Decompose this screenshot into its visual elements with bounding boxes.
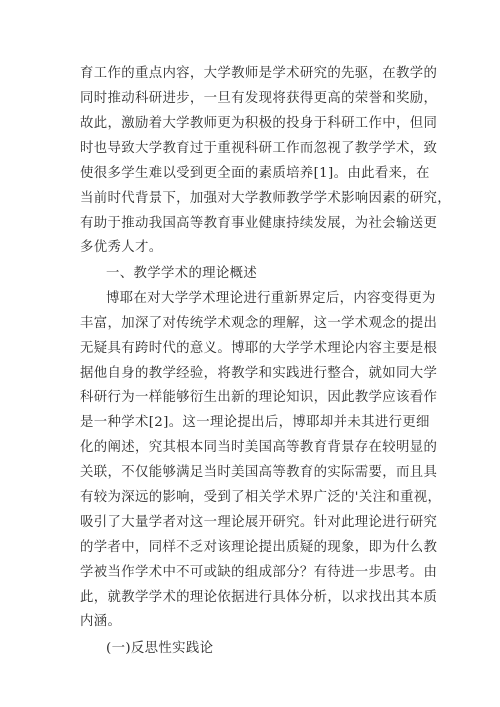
paragraph-line: 丰富，加深了对传统学术观念的理解，这一学术观念的提出: [80, 316, 438, 331]
paragraph-line: 关联，不仅能够满足当时美国高等教育的实际需要，而且具: [80, 465, 438, 480]
paragraph-line: 的学者中，同样不乏对该理论提出质疑的现象，即为什么教: [80, 540, 438, 555]
paragraph-line: 内涵。: [80, 614, 122, 629]
paragraph-line: 据他自身的教学经验，将教学和实践进行整合，就如同大学: [80, 366, 438, 381]
paragraph-line: 科研行为一样能够衍生出新的理论知识，因此教学应该看作: [80, 390, 438, 405]
paragraph-line: 博耶在对大学学术理论进行重新界定后，内容变得更为: [106, 291, 436, 306]
paragraph-line: 学被当作学术中不可或缺的组成部分？有待进一步思考。由: [80, 565, 438, 580]
section-heading: 一、教学学术的理论概述: [106, 266, 258, 281]
paragraph-line: 多优秀人才。: [80, 240, 163, 255]
paragraph-line: 有助于推动我国高等教育事业健康持续发展，为社会输送更: [80, 216, 438, 231]
paragraph-line: 当前时代背景下，加强对大学教师教学学术影响因素的研究，: [80, 191, 451, 206]
paragraph-line: 是一种学术[2]。这一理论提出后，博耶却并未其进行更细: [80, 415, 430, 430]
paragraph-line: 此，就教学学术的理论依据进行具体分析，以求找出其本质: [80, 590, 438, 605]
paragraph-line: 故此，激励着大学教师更为积极的投身于科研工作中，但同: [80, 116, 438, 131]
paragraph-line: 无疑具有跨时代的意义。博耶的大学学术理论内容主要是根: [80, 341, 438, 356]
paragraph-line: 同时推动科研进步，一旦有发现将获得更高的荣誉和奖励，: [80, 91, 438, 106]
paragraph-line: 育工作的重点内容，大学教师是学术研究的先驱，在教学的: [80, 66, 438, 81]
paragraph-line: 时也导致大学教育过于重视科研工作而忽视了教学学术，致: [80, 141, 438, 156]
paragraph-line: 有较为深远的影响，受到了相关学术界广泛的'关注和重视，: [80, 490, 442, 505]
paragraph-line: 吸引了大量学者对这一理论展开研究。针对此理论进行研究: [80, 515, 438, 530]
paragraph-line: 化的阐述，究其根本同当时美国高等教育背景存在较明显的: [80, 440, 438, 455]
subsection-heading: (一)反思性实践论: [106, 641, 214, 656]
paragraph-line: 使很多学生难以受到更全面的素质培养[1]。由此看来，在: [80, 166, 430, 181]
